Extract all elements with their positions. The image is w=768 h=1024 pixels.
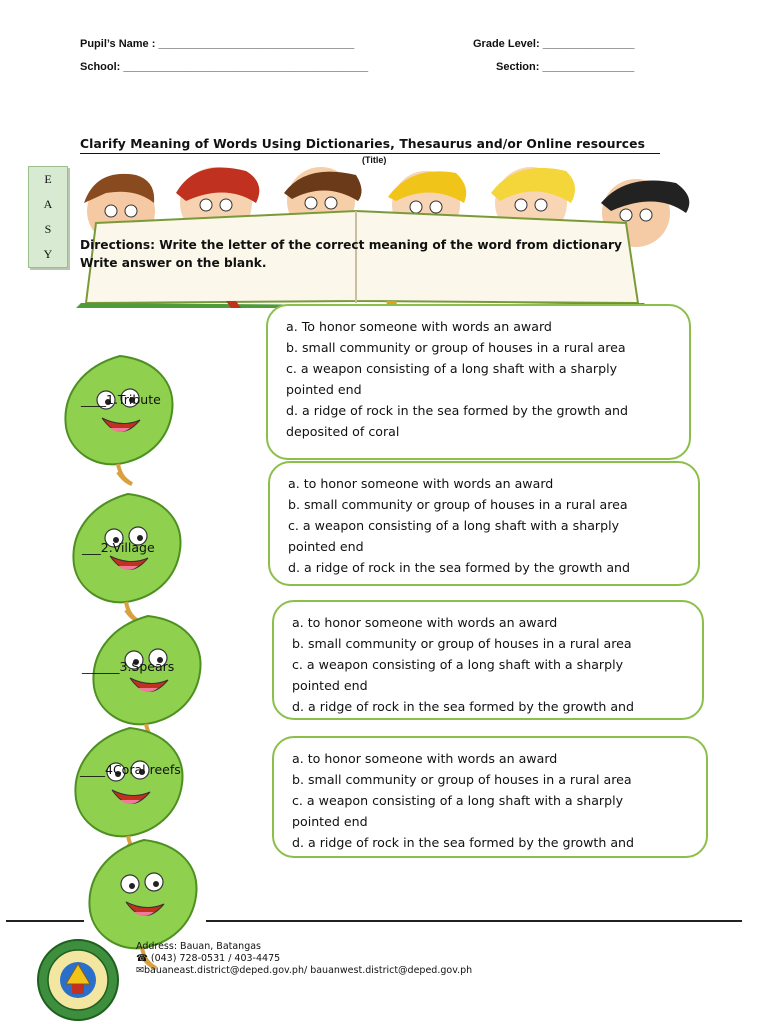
- item-2-label: ___2.Village: [82, 540, 155, 555]
- choice: c. a weapon consisting of a long shaft with a sharply: [286, 361, 618, 376]
- footer-email-row: [136, 965, 472, 977]
- level-letter: Y: [43, 247, 53, 261]
- choice: a. to honor someone with words an award: [292, 751, 558, 766]
- pupil-name-field: Pupil’s Name : ________________________________: [80, 38, 355, 50]
- leaf-mascot-icon: [68, 490, 188, 625]
- item-1-choices: [266, 304, 691, 460]
- choice: pointed end: [292, 678, 368, 693]
- footer-divider: [206, 920, 742, 922]
- footer-divider: [6, 920, 84, 922]
- choice: pointed end: [286, 382, 362, 397]
- footer-phone-row: [136, 953, 472, 965]
- choice: c. a weapon consisting of a long shaft with a sharply: [288, 518, 620, 533]
- leaf-mascot-icon: [60, 352, 180, 487]
- section-field: Section: _______________: [496, 61, 635, 73]
- school-field: School: ________________________________________: [80, 61, 369, 73]
- item-4-choices: [272, 736, 708, 858]
- district-seal-logo: [34, 938, 122, 1022]
- choice: b. small community or group of houses in a rural area: [292, 772, 632, 787]
- choice: d. a ridge of rock in the sea formed by the growth and: [292, 699, 635, 714]
- footer-contact: [136, 941, 472, 977]
- title-note: (Title): [362, 155, 387, 165]
- choice: d. a ridge of rock in the sea formed by the growth and: [292, 835, 635, 850]
- grade-level-field: Grade Level: _______________: [473, 38, 635, 50]
- choice: a. to honor someone with words an award: [292, 615, 558, 630]
- footer-email: bauaneast.district@deped.gov.ph/ bauanwest.district@deped.gov.ph: [143, 965, 473, 976]
- directions-line-1: Directions: Write the letter of the correct meaning of the word from dictionary: [80, 238, 622, 252]
- choice: deposited of coral: [286, 424, 400, 439]
- choice: a. to honor someone with words an award: [288, 476, 554, 491]
- choice: b. small community or group of houses in a rural area: [292, 636, 632, 651]
- envelope-icon: ✉: [136, 965, 144, 976]
- directions-line-2: Write answer on the blank.: [80, 256, 267, 270]
- choice: d. a ridge of rock in the sea formed by the growth and: [286, 403, 629, 418]
- choice: b. small community or group of houses in a rural area: [286, 340, 626, 355]
- item-1-label: ____1.Tribute: [81, 392, 161, 407]
- item-3-choices: [272, 600, 704, 720]
- directions: [80, 236, 690, 272]
- choice: c. a weapon consisting of a long shaft with a sharply: [292, 793, 624, 808]
- choice: pointed end: [292, 814, 368, 829]
- worksheet-title: Clarify Meaning of Words Using Dictionaries, Thesaurus and/or Online resources: [80, 137, 660, 154]
- footer-phone: (043) 728-0531 / 403-4475: [150, 953, 281, 964]
- choice: c. a weapon consisting of a long shaft with a sharply: [292, 657, 624, 672]
- item-2-choices: [268, 461, 700, 586]
- phone-icon: ☎: [136, 953, 148, 964]
- level-letter: E: [44, 172, 52, 186]
- choice: d. a ridge of rock in the sea formed by the growth and: [288, 560, 631, 575]
- footer-address: Address: Bauan, Batangas: [136, 941, 262, 952]
- difficulty-level-tag: [28, 166, 68, 268]
- item-3-label: ______3.Spears: [82, 659, 175, 674]
- choice: b. small community or group of houses in a rural area: [288, 497, 628, 512]
- level-letter: S: [44, 222, 52, 236]
- choice: pointed end: [288, 539, 364, 554]
- item-4-label: ____4Coral reefs: [80, 762, 181, 777]
- choice: a. To honor someone with words an award: [286, 319, 552, 334]
- level-letter: A: [43, 197, 53, 211]
